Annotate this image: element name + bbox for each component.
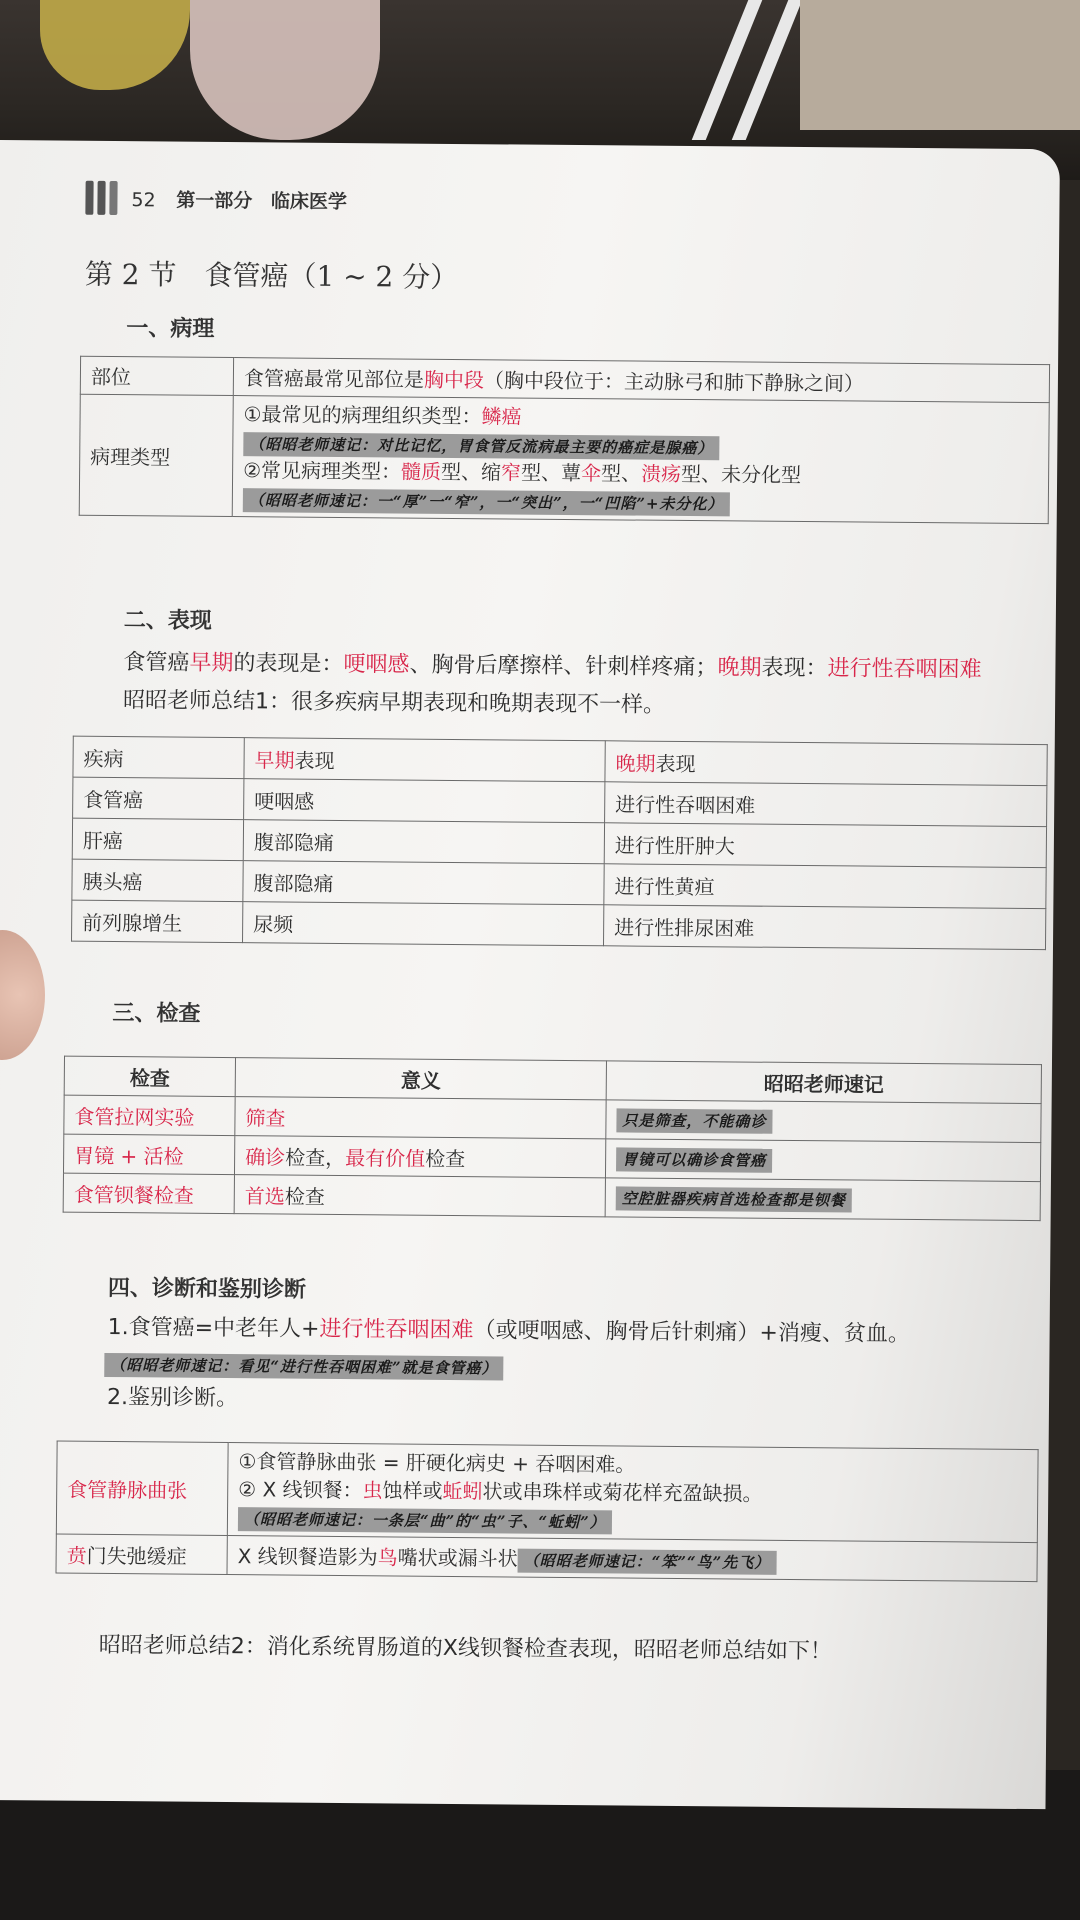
table-cell: 疾病 xyxy=(73,736,244,778)
table-cell: ①最常见的病理组织类型：鳞癌 （昭昭老师速记：对比记忆，胃食管反流病最主要的癌症是腺癌） ②常见病理类型：髓质型、缩窄型、蕈伞型、溃疡型、未分化型 （昭昭老师速记：一“厚”一“窄”，一“突出”，一“凹陷”+未分化） xyxy=(232,396,1049,524)
table-cell: 检查 xyxy=(64,1056,235,1096)
table-cell: 确诊检查，最有价值检查 xyxy=(234,1136,605,1178)
table-cell: 部位 xyxy=(80,356,233,395)
table-cell: 肝癌 xyxy=(72,818,243,860)
table-cell: 胃镜 + 活检 xyxy=(63,1134,234,1174)
page-number: 52 xyxy=(131,188,156,211)
book-page xyxy=(0,140,1060,1809)
examination-table xyxy=(63,1056,1042,1222)
quick-note: （昭昭老师速记：一“厚”一“窄”，一“突出”，一“凹陷”+未分化） xyxy=(243,488,730,516)
table-cell: 病理类型 xyxy=(79,394,233,516)
quick-note: 胃镜可以确诊食管癌 xyxy=(616,1147,772,1172)
heading-diagnosis: 四、诊断和鉴别诊断 xyxy=(107,1275,307,1303)
table-cell: 食管静脉曲张 xyxy=(56,1441,228,1535)
table-cell: 早期表现 xyxy=(244,738,605,782)
table-cell: 食管拉网实验 xyxy=(64,1095,235,1135)
table-cell: X 线钡餐造影为鸟嘴状或漏斗状 （昭昭老师速记：“笨”“鸟”先飞） xyxy=(227,1536,1037,1582)
table-row xyxy=(79,394,1049,523)
heading-manifestation: 二、表现 xyxy=(123,608,212,634)
heading-pathology: 一、病理 xyxy=(126,316,215,342)
table-cell: 意义 xyxy=(235,1058,606,1100)
table-row xyxy=(63,1173,1040,1221)
table-cell: 尿频 xyxy=(243,902,604,946)
table-cell: 筛查 xyxy=(235,1097,606,1139)
quick-note: 只是筛查，不能确诊 xyxy=(616,1108,772,1133)
table-cell xyxy=(605,1139,1040,1182)
quick-note: （昭昭老师速记：对比记忆，胃食管反流病最主要的癌症是腺癌） xyxy=(243,432,719,460)
table-cell: 食管钡餐检查 xyxy=(63,1173,234,1213)
table-row xyxy=(56,1534,1037,1582)
table-row xyxy=(56,1441,1038,1543)
header-subject: 临床医学 xyxy=(270,189,348,213)
table-row xyxy=(72,900,1046,949)
table-cell: 腹部隐痛 xyxy=(243,820,604,864)
table-cell: 贲门失弛缓症 xyxy=(56,1534,227,1574)
quick-note: （昭昭老师速记：看见“进行性吞咽困难”就是食管癌） xyxy=(104,1353,503,1380)
table-cell: 前列腺增生 xyxy=(72,900,243,942)
manifestation-paragraph: 食管癌早期的表现是：哽咽感、胸骨后摩擦样、针刺样疼痛；晚期表现：进行性吞咽困难 xyxy=(123,650,982,683)
table-cell: 食管癌最常见部位是胸中段（胸中段位于：主动脉弓和肺下静脉之间） xyxy=(233,358,1049,403)
summary-2: 昭昭老师总结2：消化系统胃肠道的X线钡餐检查表现，昭昭老师总结如下！ xyxy=(98,1632,833,1665)
page-header xyxy=(85,181,347,217)
table-cell: 食管癌 xyxy=(73,777,244,819)
table-cell: 晚期表现 xyxy=(605,741,1047,786)
table-cell xyxy=(605,1178,1040,1221)
table-cell: ①食管静脉曲张 = 肝硬化病史 + 吞咽困难。 ② X 线钡餐：虫蚀样或蚯蚓状或串珠样或菊花样充盈缺损。 （昭昭老师速记：一条层“曲”的“虫”子、“蚯蚓”） xyxy=(227,1443,1038,1543)
table-cell: 腹部隐痛 xyxy=(243,861,604,905)
table-cell: 进行性肝肿大 xyxy=(604,823,1046,868)
manifestation-table xyxy=(71,736,1048,951)
table-cell: 胰头癌 xyxy=(72,859,243,901)
table-cell: 首选检查 xyxy=(234,1175,605,1217)
table-cell: 进行性黄疸 xyxy=(604,864,1046,909)
quick-note: 空腔脏器疾病首选检查都是钡餐 xyxy=(616,1186,852,1212)
table-cell: 进行性吞咽困难 xyxy=(605,782,1047,827)
table-cell: 哽咽感 xyxy=(244,779,605,823)
quick-note: （昭昭老师速记：一条层“曲”的“虫”子、“蚯蚓”） xyxy=(238,1507,612,1534)
diagnosis-paragraph: 1.食管癌=中老年人+进行性吞咽困难（或哽咽感、胸骨后针刺痛）+消瘦、贫血。 xyxy=(107,1314,911,1347)
header-part: 第一部分 xyxy=(176,189,253,212)
section-title: 第 2 节 食管癌（1 ~ 2 分） xyxy=(84,257,459,295)
summary-1: 昭昭老师总结1：很多疾病早期表现和晚期表现不一样。 xyxy=(123,688,666,718)
table-cell xyxy=(606,1100,1041,1143)
table-cell: 昭昭老师速记 xyxy=(606,1061,1041,1104)
differential-label: 2.鉴别诊断。 xyxy=(106,1384,239,1412)
header-mark-icon xyxy=(85,181,117,215)
heading-examination: 三、检查 xyxy=(112,1001,201,1027)
quick-note: （昭昭老师速记：“笨”“鸟”先飞） xyxy=(518,1549,777,1575)
background-object xyxy=(800,0,1080,130)
pathology-table xyxy=(79,356,1050,524)
table-cell: 进行性排尿困难 xyxy=(603,905,1045,950)
differential-table xyxy=(55,1441,1038,1583)
